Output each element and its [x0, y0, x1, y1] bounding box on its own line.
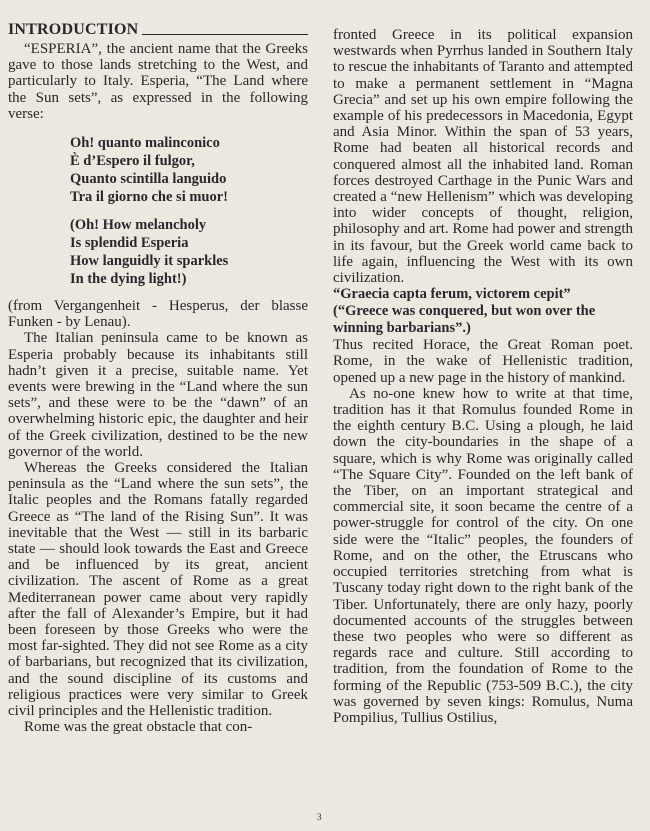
paragraph: Thus recited Horace, the Great Roman poet. Rome, in the wake of Hellenistic tradition, opened up a new page in the history of mankind.	[333, 337, 633, 386]
verse-source: (from Vergangenheit - Hesperus, der blasse Funken - by Lenau).	[8, 298, 308, 331]
verse-italian	[70, 134, 308, 206]
paragraph: As no-one knew how to write at that time, tradition has it that Romulus founded Rome in the eighth century B.C. Using a plough, he laid down the city-boundaries in the shape of a square, which is why Rome was originally called “The Square City”. Founded on the left bank of the Tiber, on an important strategical and commercial site, it soon became the centre of a power-struggle for control of the city. On one side were the “Italic” peoples, the founders of Rome, and on the other, the Etruscans who occupied territories stretching from what is Tuscany today right down to the right bank of the Tiber. Unfortunately, there are only hazy, poorly documented accounts of the struggles between these two peoples who were so different as regards race and culture. Still according to tradition, from the foundation of Rome to the forming of the Republic (753-509 B.C.), the city was governed by seven kings: Romulus, Numa Pompilius, Tullius Ostilius,	[333, 385, 633, 726]
verse-line: In the dying light!)	[70, 271, 187, 288]
intro-paragraph: “ESPERIA”, the ancient name that the Greeks gave to those lands stretching to the West, and particularly to Italy. Esperia, “The Land where the Sun sets”, as expressed in the following verse:	[8, 41, 308, 122]
section-heading	[8, 20, 308, 38]
heading-text: INTRODUCTION	[8, 20, 139, 38]
verse-line: È d’Espero il fulgor,	[70, 153, 195, 170]
paragraph: The Italian peninsula came to be known as Esperia probably because its inhabitants still hadn’t given it a precise, suitable name. Yet events were brewing in the “Land where the sun sets”, and these were to be the “dawn” of an overwhelming historic epic, the daughter and heir of the Greek civilization, destined to be the new governor of the world.	[8, 330, 308, 460]
page-number: 3	[317, 812, 322, 822]
latin-quote: “Graecia capta ferum, victorem cepit”	[333, 286, 571, 303]
verse-line: Oh! quanto malinconico	[70, 135, 220, 152]
heading-rule	[142, 34, 308, 35]
verse-line: Quanto scintilla languido	[70, 171, 227, 188]
verse-line: How languidly it sparkles	[70, 253, 229, 270]
quote-translation: (“Greece was conquered, but won over the winning barbarians”.)	[333, 303, 596, 337]
verse-line: (Oh! How melancholy	[70, 217, 207, 234]
right-column	[333, 27, 633, 726]
paragraph: Whereas the Greeks considered the Italian peninsula as the “Land where the sun sets”, the Italic peoples and the Romans fatally regarded Greece as “The land of the Rising Sun”. It was inevitable that the West — still in its barbaric state — should look towards the East and Greece and be influenced by its great, ancient civilization. The ascent of Rome as a great Mediterranean power came about very rapidly after the fall of Alexander’s Empire, but it had been foreseen by those Greeks who were the most far-sighted. They did not see Rome as a city of barbarians, but recognized that its civilization, and the sound discipline of its customs and religious practices were very similar to Greek civil principles and the Hellenistic tradition.	[8, 460, 308, 720]
paragraph: Rome was the great obstacle that con-	[24, 719, 253, 736]
verse-line: Is splendid Esperia	[70, 235, 189, 252]
verse-line: Tra il giorno che si muor!	[70, 189, 229, 206]
verse-english	[70, 216, 308, 288]
left-column	[8, 20, 308, 736]
paragraph: fronted Greece in its political expansion westwards when Pyrrhus landed in Southern Italy to rescue the inhabitants of Taranto and attempted to make a permanent settlement in “Magna Grecia” and set up his own empire following the example of his predecessors in Macedonia, Egypt and Asia Minor. Within the span of 53 years, Rome had beaten all historical records and conquered almost all the inhabited land. Roman forces destroyed Carthage in the Punic Wars and created a “new Hellenism” which was developing into wider concepts of thought, religion, philosophy and art. Rome had power and strength in its favour, but the Greek world came back to life again, influencing the West with its own civilization.	[333, 27, 633, 287]
